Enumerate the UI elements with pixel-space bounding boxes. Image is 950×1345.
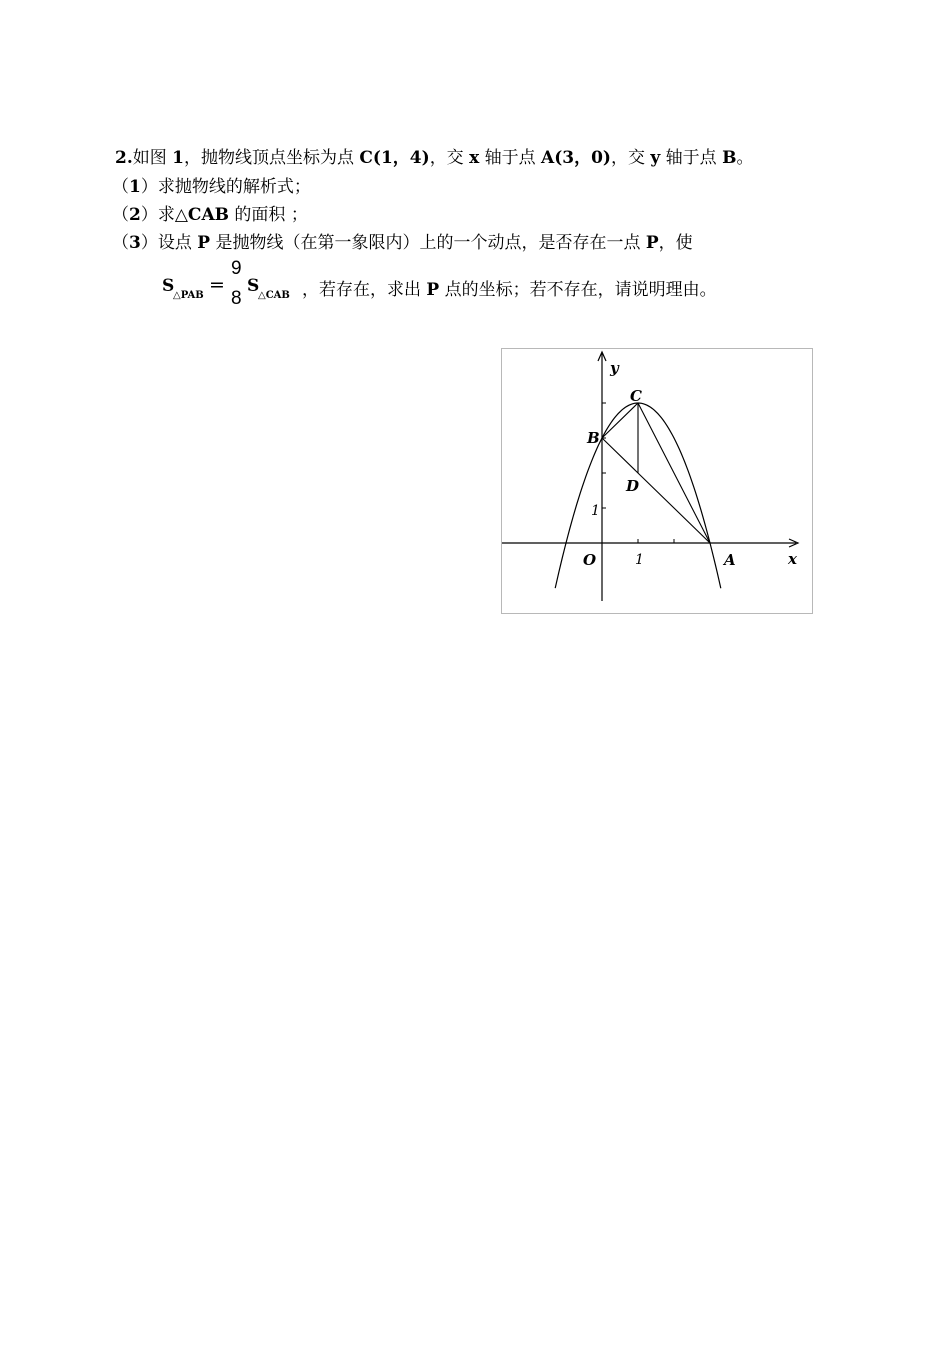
paren-close: ） — [140, 205, 158, 225]
segment-ba — [602, 438, 710, 543]
title-text: ，交 — [429, 148, 470, 168]
figure-1 — [501, 348, 813, 614]
part-text: 求抛物线的解析式； — [157, 177, 311, 197]
x-axis-label: x — [788, 550, 797, 568]
part-3 — [112, 232, 693, 254]
tail-text: ，若存在，求出 — [302, 280, 427, 300]
title-text: 。 — [736, 148, 754, 168]
title-text: ，交 — [610, 148, 651, 168]
segment-bc — [602, 403, 638, 438]
area-subscript: △PAB — [173, 290, 204, 301]
tail-text: 点的坐标；若不存在，请说明理由。 — [439, 280, 717, 300]
point-c-label: C — [630, 387, 642, 405]
title-text: 轴于点 — [660, 148, 723, 168]
segment-ca — [638, 403, 710, 543]
part-2 — [112, 204, 308, 226]
parabola-figure — [502, 349, 814, 615]
fraction-numerator: 9 — [231, 258, 242, 279]
part-text: 求△ — [157, 205, 188, 225]
title-text: 轴于点 — [479, 148, 542, 168]
area-subscript: △CAB — [258, 290, 290, 301]
title-text: 如图 — [132, 148, 173, 168]
area-symbol: S — [247, 276, 260, 296]
point-a-coords: A(3，0) — [541, 148, 611, 168]
point-d-label: D — [626, 477, 640, 495]
formula-tail — [302, 275, 717, 300]
part-number: 2 — [129, 205, 141, 225]
point-b-label: B — [587, 429, 600, 447]
y-axis-name: y — [650, 148, 661, 168]
part-text: 的面积 ； — [229, 205, 308, 225]
part-1 — [112, 176, 311, 198]
point-p-name: P — [197, 233, 211, 253]
title-text: ，抛物线顶点坐标为点 — [184, 148, 360, 168]
part-text: ，使 — [658, 233, 693, 253]
area-symbol: S — [162, 276, 175, 296]
title-figure-number: 1 — [172, 148, 184, 168]
point-p-name: P — [645, 233, 659, 253]
point-p-name: P — [426, 280, 440, 300]
part-number: 1 — [129, 177, 141, 197]
paren-close: ） — [140, 233, 158, 253]
paren-open: （ — [112, 205, 129, 225]
problem-number: 2. — [115, 148, 133, 168]
y-axis-label: y — [610, 359, 619, 377]
part-text: 是抛物线（在第一象限内）上的一个动点，是否存在一点 — [210, 233, 646, 253]
part-text: 设点 — [157, 233, 198, 253]
equals-sign: = — [209, 274, 225, 296]
point-c-coords: C(1，4) — [359, 148, 430, 168]
origin-label: O — [583, 551, 597, 569]
point-b-name: B — [722, 148, 737, 168]
paren-open: （ — [112, 233, 129, 253]
y-tick-label-1: 1 — [591, 503, 600, 519]
fraction-denominator: 8 — [231, 288, 242, 309]
paren-close: ） — [140, 177, 158, 197]
paren-open: （ — [112, 177, 129, 197]
triangle-name: CAB — [187, 205, 230, 225]
x-tick-label-1: 1 — [635, 552, 644, 568]
point-a-label: A — [724, 551, 736, 569]
x-axis-name: x — [469, 148, 480, 168]
problem-title — [115, 147, 753, 169]
area-ratio-formula — [162, 258, 812, 310]
part-number: 3 — [129, 233, 141, 253]
